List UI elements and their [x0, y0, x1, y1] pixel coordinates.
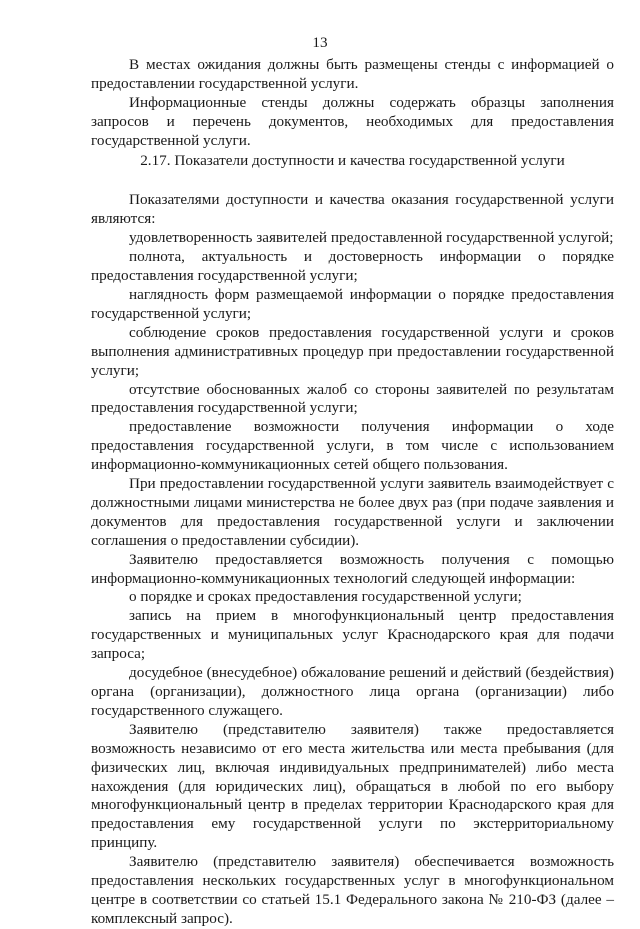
list-item-appointment: запись на прием в многофункциональный центр предоставления государственных и муниципальных услуг Краснодарского края для подачи запроса;: [91, 607, 614, 663]
paragraph-extraterritorial: Заявителю (представителю заявителя) также предоставляется возможность независимо от его места жительства или места пребывания (для физических лиц, включая индивидуальных предпринимателей) либо места нахождения (для юридических лиц), обращаться в любой по его выбору многофункциональный центр в пределах территории Краснодарского края для предоставления ему государственной услуги по экстерриториальному принципу.: [91, 720, 614, 852]
list-item-appeal: досудебное (внесудебное) обжалование решений и действий (бездействия) органа (организации), должностного лица органа (организации) либо государственного служащего.: [91, 664, 614, 719]
list-item-procedure: о порядке и сроках предоставления государственной услуги;: [129, 588, 522, 606]
list-item-satisfaction: удовлетворенность заявителей предоставленной государственной услугой;: [129, 229, 614, 247]
paragraph-ict-info: Заявителю предоставляется возможность получения с помощью информационно-коммуникационных технологий следующей информации:: [91, 550, 614, 587]
list-item-completeness: полнота, актуальность и достоверность информации о порядке предоставления государственной услуги;: [91, 248, 614, 285]
list-item-progress-info: предоставление возможности получения информации о ходе предоставления государственной услуги, в том числе с использованием информационно-коммуникационных сетей общего пользования.: [91, 418, 614, 474]
page-number: 13: [312, 34, 328, 51]
paragraph-interaction: При предоставлении государственной услуги заявитель взаимодействует с должностными лицами министерства не более двух раз (при подаче заявления и документов для предоставления государственной услуги и заключении соглашения о предоставлении субсидии).: [91, 475, 614, 549]
paragraph-info-stands: Информационные стенды должны содержать образцы заполнения запросов и перечень документов, необходимых для предоставления государственной услуги.: [91, 93, 614, 149]
list-item-no-complaints: отсутствие обоснованных жалоб со стороны заявителей по результатам предоставления государственной услуги;: [91, 380, 614, 417]
list-item-visibility: наглядность форм размещаемой информации о порядке предоставления государственной услуги;: [91, 285, 614, 322]
document-body: [91, 56, 614, 929]
section-title: Показатели доступности и качества государственной услуги: [174, 151, 565, 169]
section-number: 2.17.: [140, 151, 171, 169]
paragraph-indicators-intro: Показателями доступности и качества оказания государственной услуги являются:: [91, 191, 614, 228]
paragraph-complex-request: Заявителю (представителю заявителя) обеспечивается возможность предоставления нескольких государственных услуг в многофункциональном центре в соответствии со статьей 15.1 Федерального закона № 210-ФЗ (далее – комплексный запрос).: [91, 853, 614, 927]
section-heading: [91, 152, 614, 171]
list-item-deadlines: соблюдение сроков предоставления государственной услуги и сроков выполнения административных процедур при предоставлении государственной услуги;: [91, 323, 614, 379]
paragraph-stands: В местах ожидания должны быть размещены стенды с информацией о предоставлении государственной услуги.: [91, 56, 614, 92]
